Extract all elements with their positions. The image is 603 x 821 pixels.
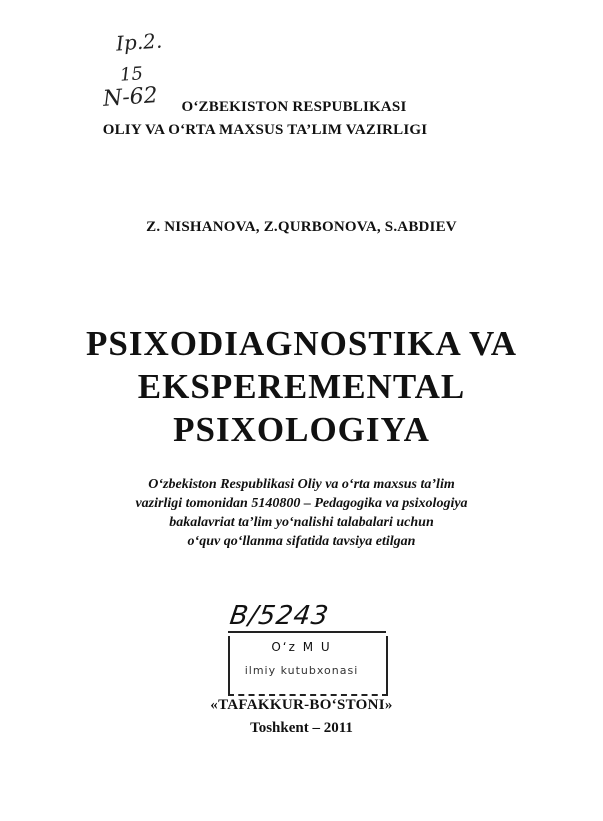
- description-line-3: bakalavriat ta’lim yo‘nalishi talabalari uchun: [169, 515, 434, 530]
- description-line-2: vazirligi tomonidan 5140800 – Pedagogika va psixologiya: [135, 496, 468, 511]
- stamp-university: O‘z M U: [271, 640, 332, 654]
- title-line-3: PSIXOLOGIYA: [173, 410, 430, 449]
- ministry-line-1: O‘ZBEKISTON RESPUBLIKASI: [181, 99, 407, 115]
- authors: Z. NISHANOVA, Z.QURBONOVA, S.ABDIEV: [146, 219, 457, 235]
- ministry-line-2: OLIY VA O‘RTA MAXSUS TA’LIM VAZIRLIGI: [102, 122, 428, 138]
- publisher: «TAFAKKUR-BO‘STONI»: [210, 697, 393, 713]
- stamp-inventory-number: B/5243: [227, 601, 331, 631]
- title-line-1: PSIXODIAGNOSTIKA VA: [85, 324, 518, 363]
- handwritten-note-1: Ip.2.: [115, 28, 163, 56]
- handwritten-note-2: 15: [119, 63, 144, 86]
- city-year: Toshkent – 2011: [250, 720, 353, 736]
- stamp-underline: [228, 631, 386, 633]
- description-line-4: o‘quv qo‘llanma sifatida tavsiya etilgan: [187, 534, 416, 549]
- description-line-1: O‘zbekiston Respublikasi Oliy va o‘rta maxsus ta’lim: [148, 477, 455, 492]
- ministry-header: [100, 96, 430, 142]
- title-line-2: EKSPEREMENTAL: [137, 367, 466, 406]
- handwritten-note-3: N-62: [102, 83, 159, 112]
- book-title: [0, 322, 603, 451]
- approval-description: [0, 475, 603, 551]
- stamp-library: ilmiy kutubxonasi: [244, 664, 359, 677]
